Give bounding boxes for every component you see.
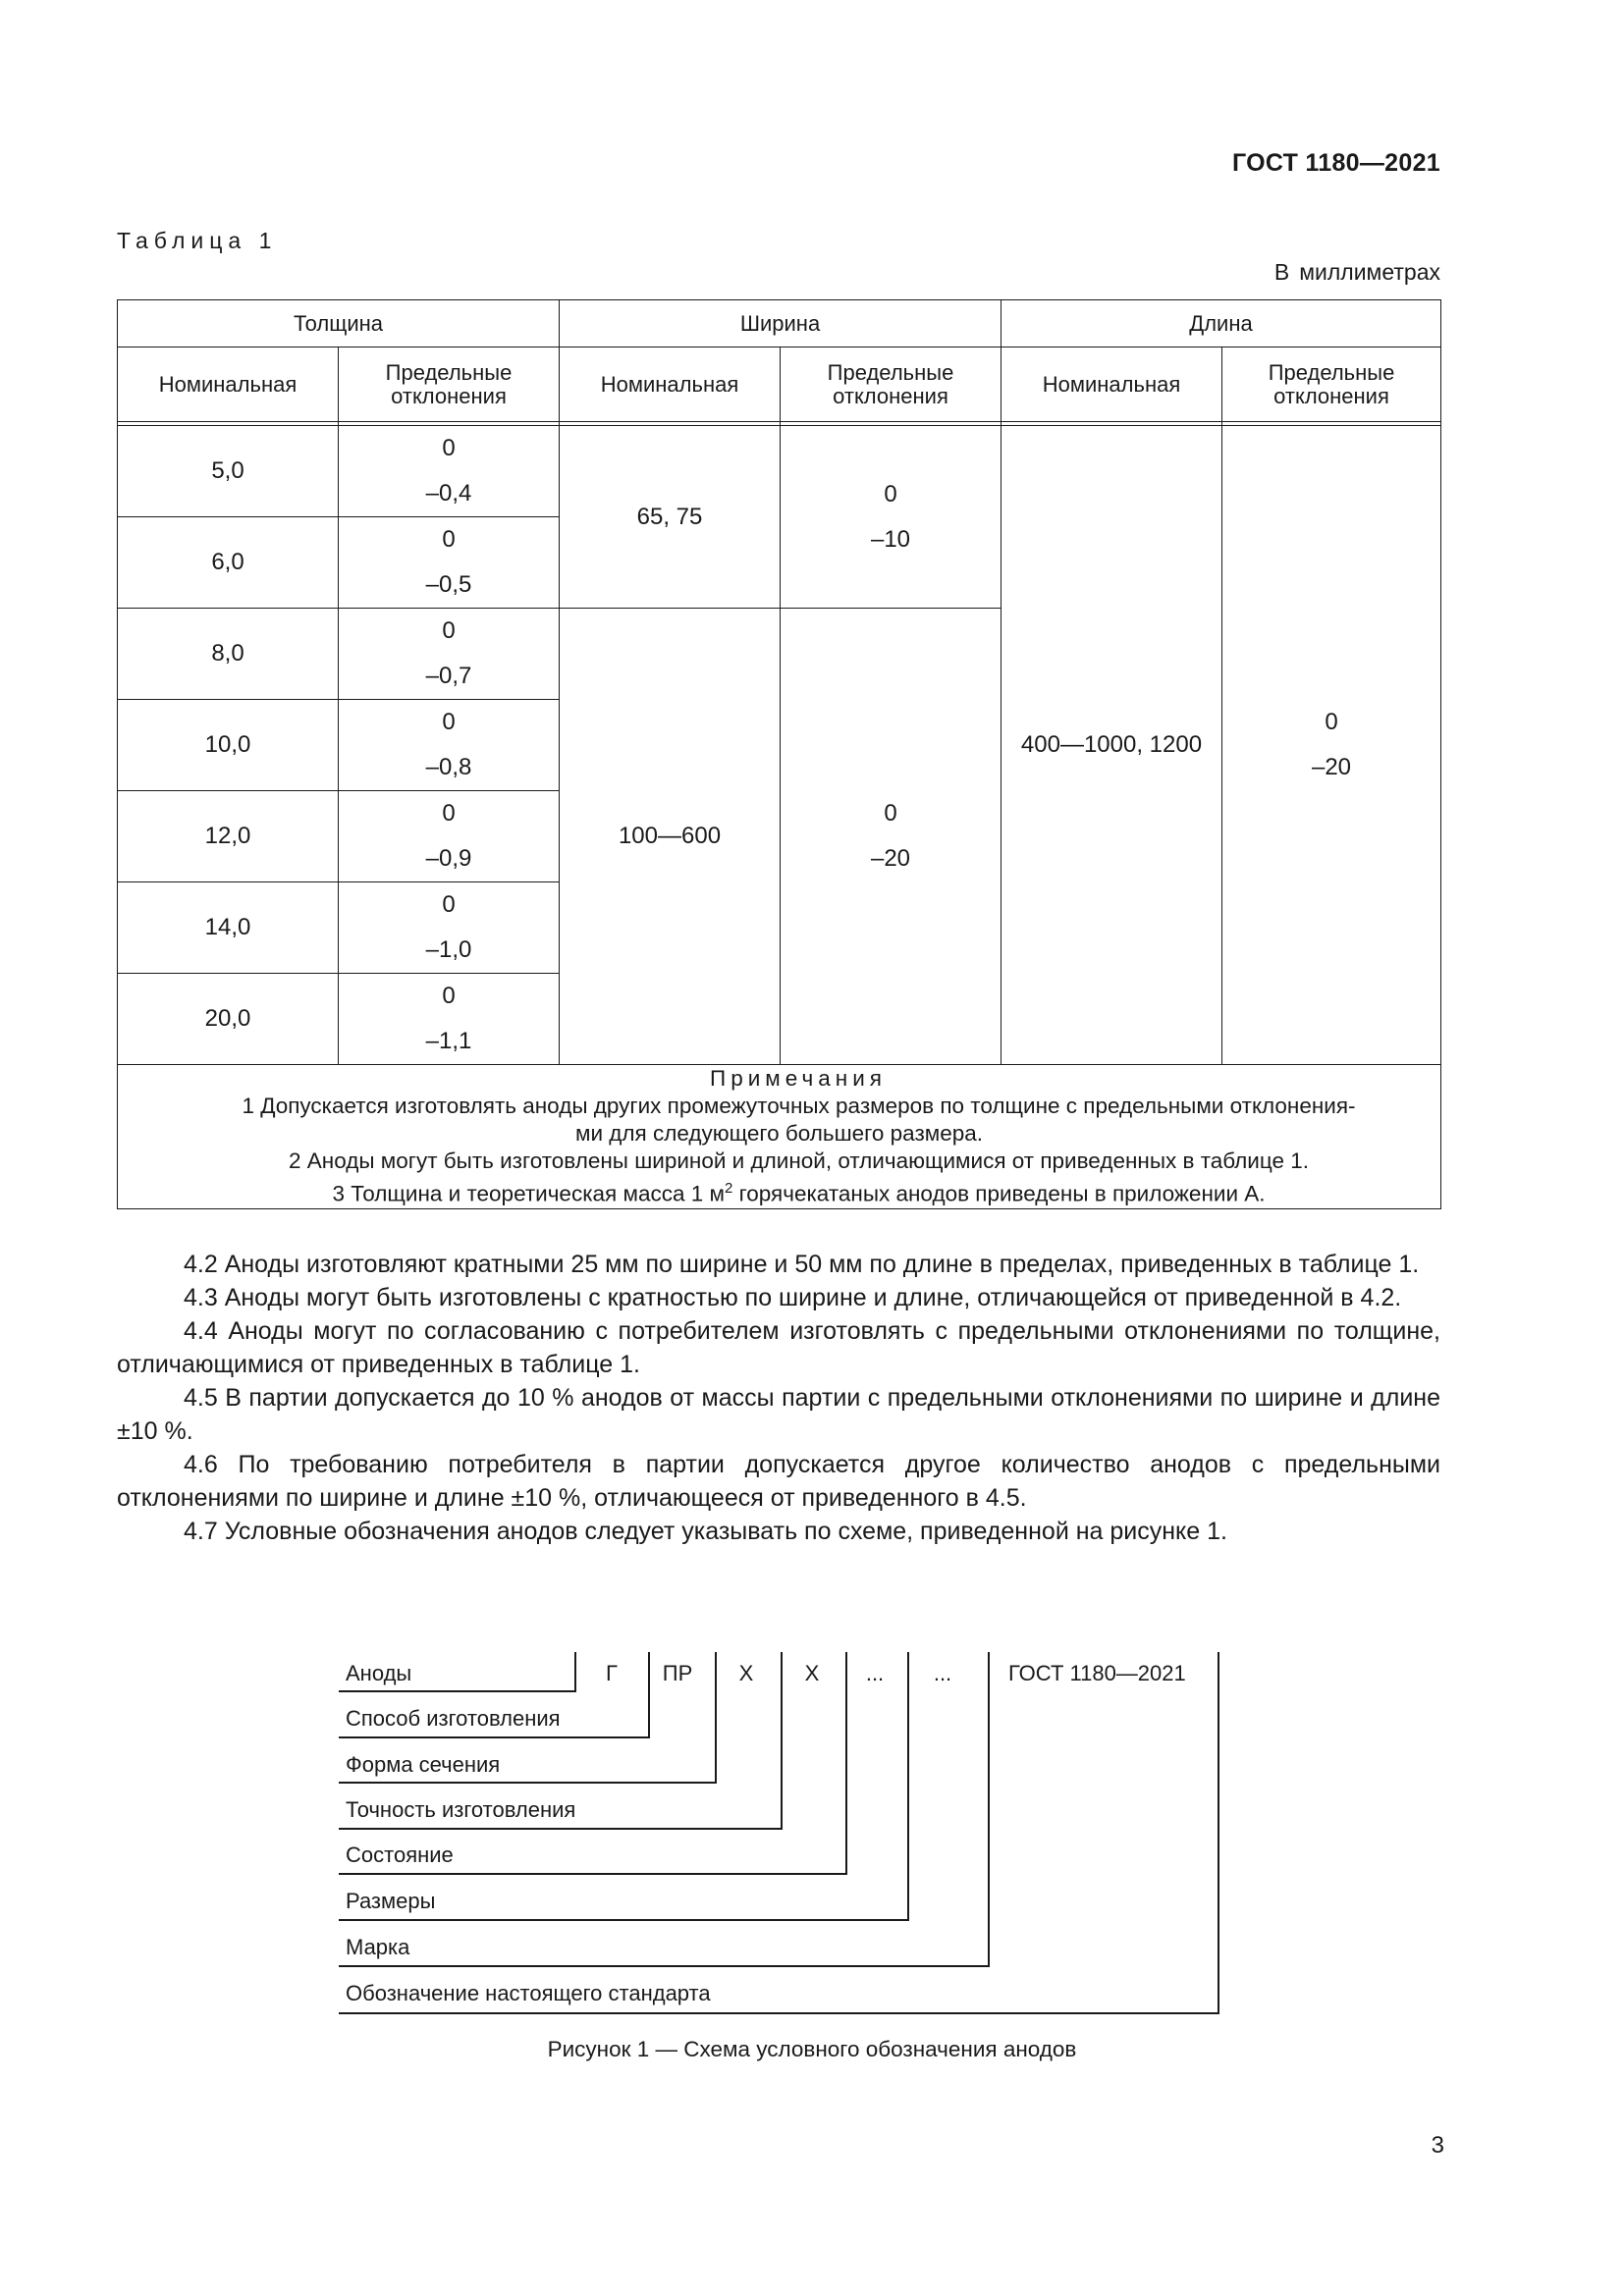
thickness-nominal: 10,0 bbox=[118, 700, 339, 791]
code-x1: Х bbox=[738, 1661, 754, 1685]
label-section-shape: Форма сечения bbox=[346, 1752, 501, 1777]
label-manufacturing-method: Способ изготовления bbox=[346, 1706, 561, 1731]
code-x2: Х bbox=[804, 1661, 820, 1685]
note-1: 1 Допускается изготовлять аноды других промежуточных размеров по толщине с предельными отклонения- bbox=[242, 1094, 1356, 1118]
thickness-limits: 0 –0,7 bbox=[339, 609, 560, 700]
group-header-row bbox=[118, 300, 1441, 347]
width-nominal: 65, 75 bbox=[560, 426, 781, 609]
scheme-divider bbox=[574, 1652, 576, 1690]
subheader-limits: Предельные отклонения bbox=[1222, 347, 1441, 422]
thickness-limits: 0 –0,4 bbox=[339, 426, 560, 517]
code-dots2: ... bbox=[933, 1661, 952, 1685]
table-row bbox=[118, 426, 1441, 517]
subheader-nominal: Номинальная bbox=[560, 347, 781, 422]
code-dots1: ... bbox=[865, 1661, 885, 1685]
thickness-limits: 0 –0,8 bbox=[339, 700, 560, 791]
group-header-width: Ширина bbox=[560, 300, 1001, 347]
label-grade: Марка bbox=[346, 1935, 410, 1959]
thickness-limits: 0 –1,1 bbox=[339, 974, 560, 1065]
sub-header-row bbox=[118, 347, 1441, 422]
body-text bbox=[117, 1248, 1440, 1548]
thickness-limits: 0 –0,9 bbox=[339, 791, 560, 882]
width-limits: 0 –10 bbox=[781, 426, 1001, 609]
subheader-nominal: Номинальная bbox=[1001, 347, 1222, 422]
subheader-nominal: Номинальная bbox=[118, 347, 339, 422]
code-standard: ГОСТ 1180—2021 bbox=[1008, 1661, 1186, 1685]
label-condition: Состояние bbox=[346, 1842, 454, 1867]
note-1-cont: ми для следующего большего размера. bbox=[574, 1121, 984, 1146]
figure-caption: Рисунок 1 — Схема условного обозначения анодов bbox=[547, 2037, 1077, 2061]
thickness-nominal: 20,0 bbox=[118, 974, 339, 1065]
group-header-thickness: Толщина bbox=[118, 300, 560, 347]
paragraph-4-7: 4.7 Условные обозначения анодов следует указывать по схеме, приведенной на рисунке 1. bbox=[184, 1518, 1227, 1545]
thickness-nominal: 6,0 bbox=[118, 517, 339, 609]
width-nominal: 100—600 bbox=[560, 609, 781, 1065]
code-pr: ПР bbox=[662, 1661, 693, 1685]
code-g: Г bbox=[606, 1661, 618, 1685]
table-notes bbox=[118, 1065, 1441, 1209]
note-3: 3 Толщина и теоретическая масса 1 $м^2$ горячекатаных анодов приведены в приложении А. bbox=[332, 1180, 1266, 1206]
dimensions-table bbox=[117, 299, 1441, 1209]
paragraph-4-6: 4.6 По требованию потребителя в партии допускается другое количество анодов с предельными отклонениями по ширине и длине ±10 %, отличающееся от приведенного в 4.5. bbox=[117, 1451, 1440, 1512]
paragraph-4-2: 4.2 Аноды изготовляют кратными 25 мм по ширине и 50 мм по длине в пределах, приведенных в таблице 1. bbox=[184, 1251, 1420, 1278]
note-2: 2 Аноды могут быть изготовлены шириной и длиной, отличающимися от приведенных в таблице 1. bbox=[289, 1148, 1309, 1173]
standard-number: ГОСТ 1180—2021 bbox=[1232, 149, 1440, 177]
table-caption: Таблица 1 bbox=[117, 228, 278, 253]
width-limits: 0 –20 bbox=[781, 609, 1001, 1065]
label-dimensions: Размеры bbox=[346, 1889, 436, 1913]
label-precision: Точность изготовления bbox=[346, 1797, 576, 1822]
thickness-nominal: 14,0 bbox=[118, 882, 339, 974]
designation-scheme-figure bbox=[339, 1649, 1222, 2042]
table-units: В миллиметрах bbox=[1273, 259, 1440, 285]
thickness-limits: 0 –1,0 bbox=[339, 882, 560, 974]
thickness-limits: 0 –0,5 bbox=[339, 517, 560, 609]
length-nominal: 400—1000, 1200 bbox=[1001, 426, 1222, 1065]
scheme-title-label: Аноды bbox=[346, 1661, 412, 1685]
thickness-nominal: 12,0 bbox=[118, 791, 339, 882]
paragraph-4-4: 4.4 Аноды могут по согласованию с потребителем изготовлять с предельными отклонениями по толщине, отличающимися от приведенных в таблице 1. bbox=[117, 1317, 1440, 1378]
thickness-nominal: 8,0 bbox=[118, 609, 339, 700]
group-header-length: Длина bbox=[1001, 300, 1441, 347]
notes-row bbox=[118, 1065, 1441, 1209]
length-limits: 0 –20 bbox=[1222, 426, 1441, 1065]
notes-title: Примечания bbox=[710, 1066, 887, 1091]
thickness-nominal: 5,0 bbox=[118, 426, 339, 517]
paragraph-4-3: 4.3 Аноды могут быть изготовлены с кратностью по ширине и длине, отличающейся от приведенной в 4.2. bbox=[184, 1284, 1402, 1311]
subheader-limits: Предельные отклонения bbox=[781, 347, 1001, 422]
label-standard-designation: Обозначение настоящего стандарта bbox=[346, 1981, 711, 2005]
page-number: 3 bbox=[1431, 2132, 1444, 2159]
subheader-limits: Предельные отклонения bbox=[339, 347, 560, 422]
paragraph-4-5: 4.5 В партии допускается до 10 % анодов от массы партии с предельными отклонениями по ширине и длине ±10 %. bbox=[117, 1384, 1440, 1445]
